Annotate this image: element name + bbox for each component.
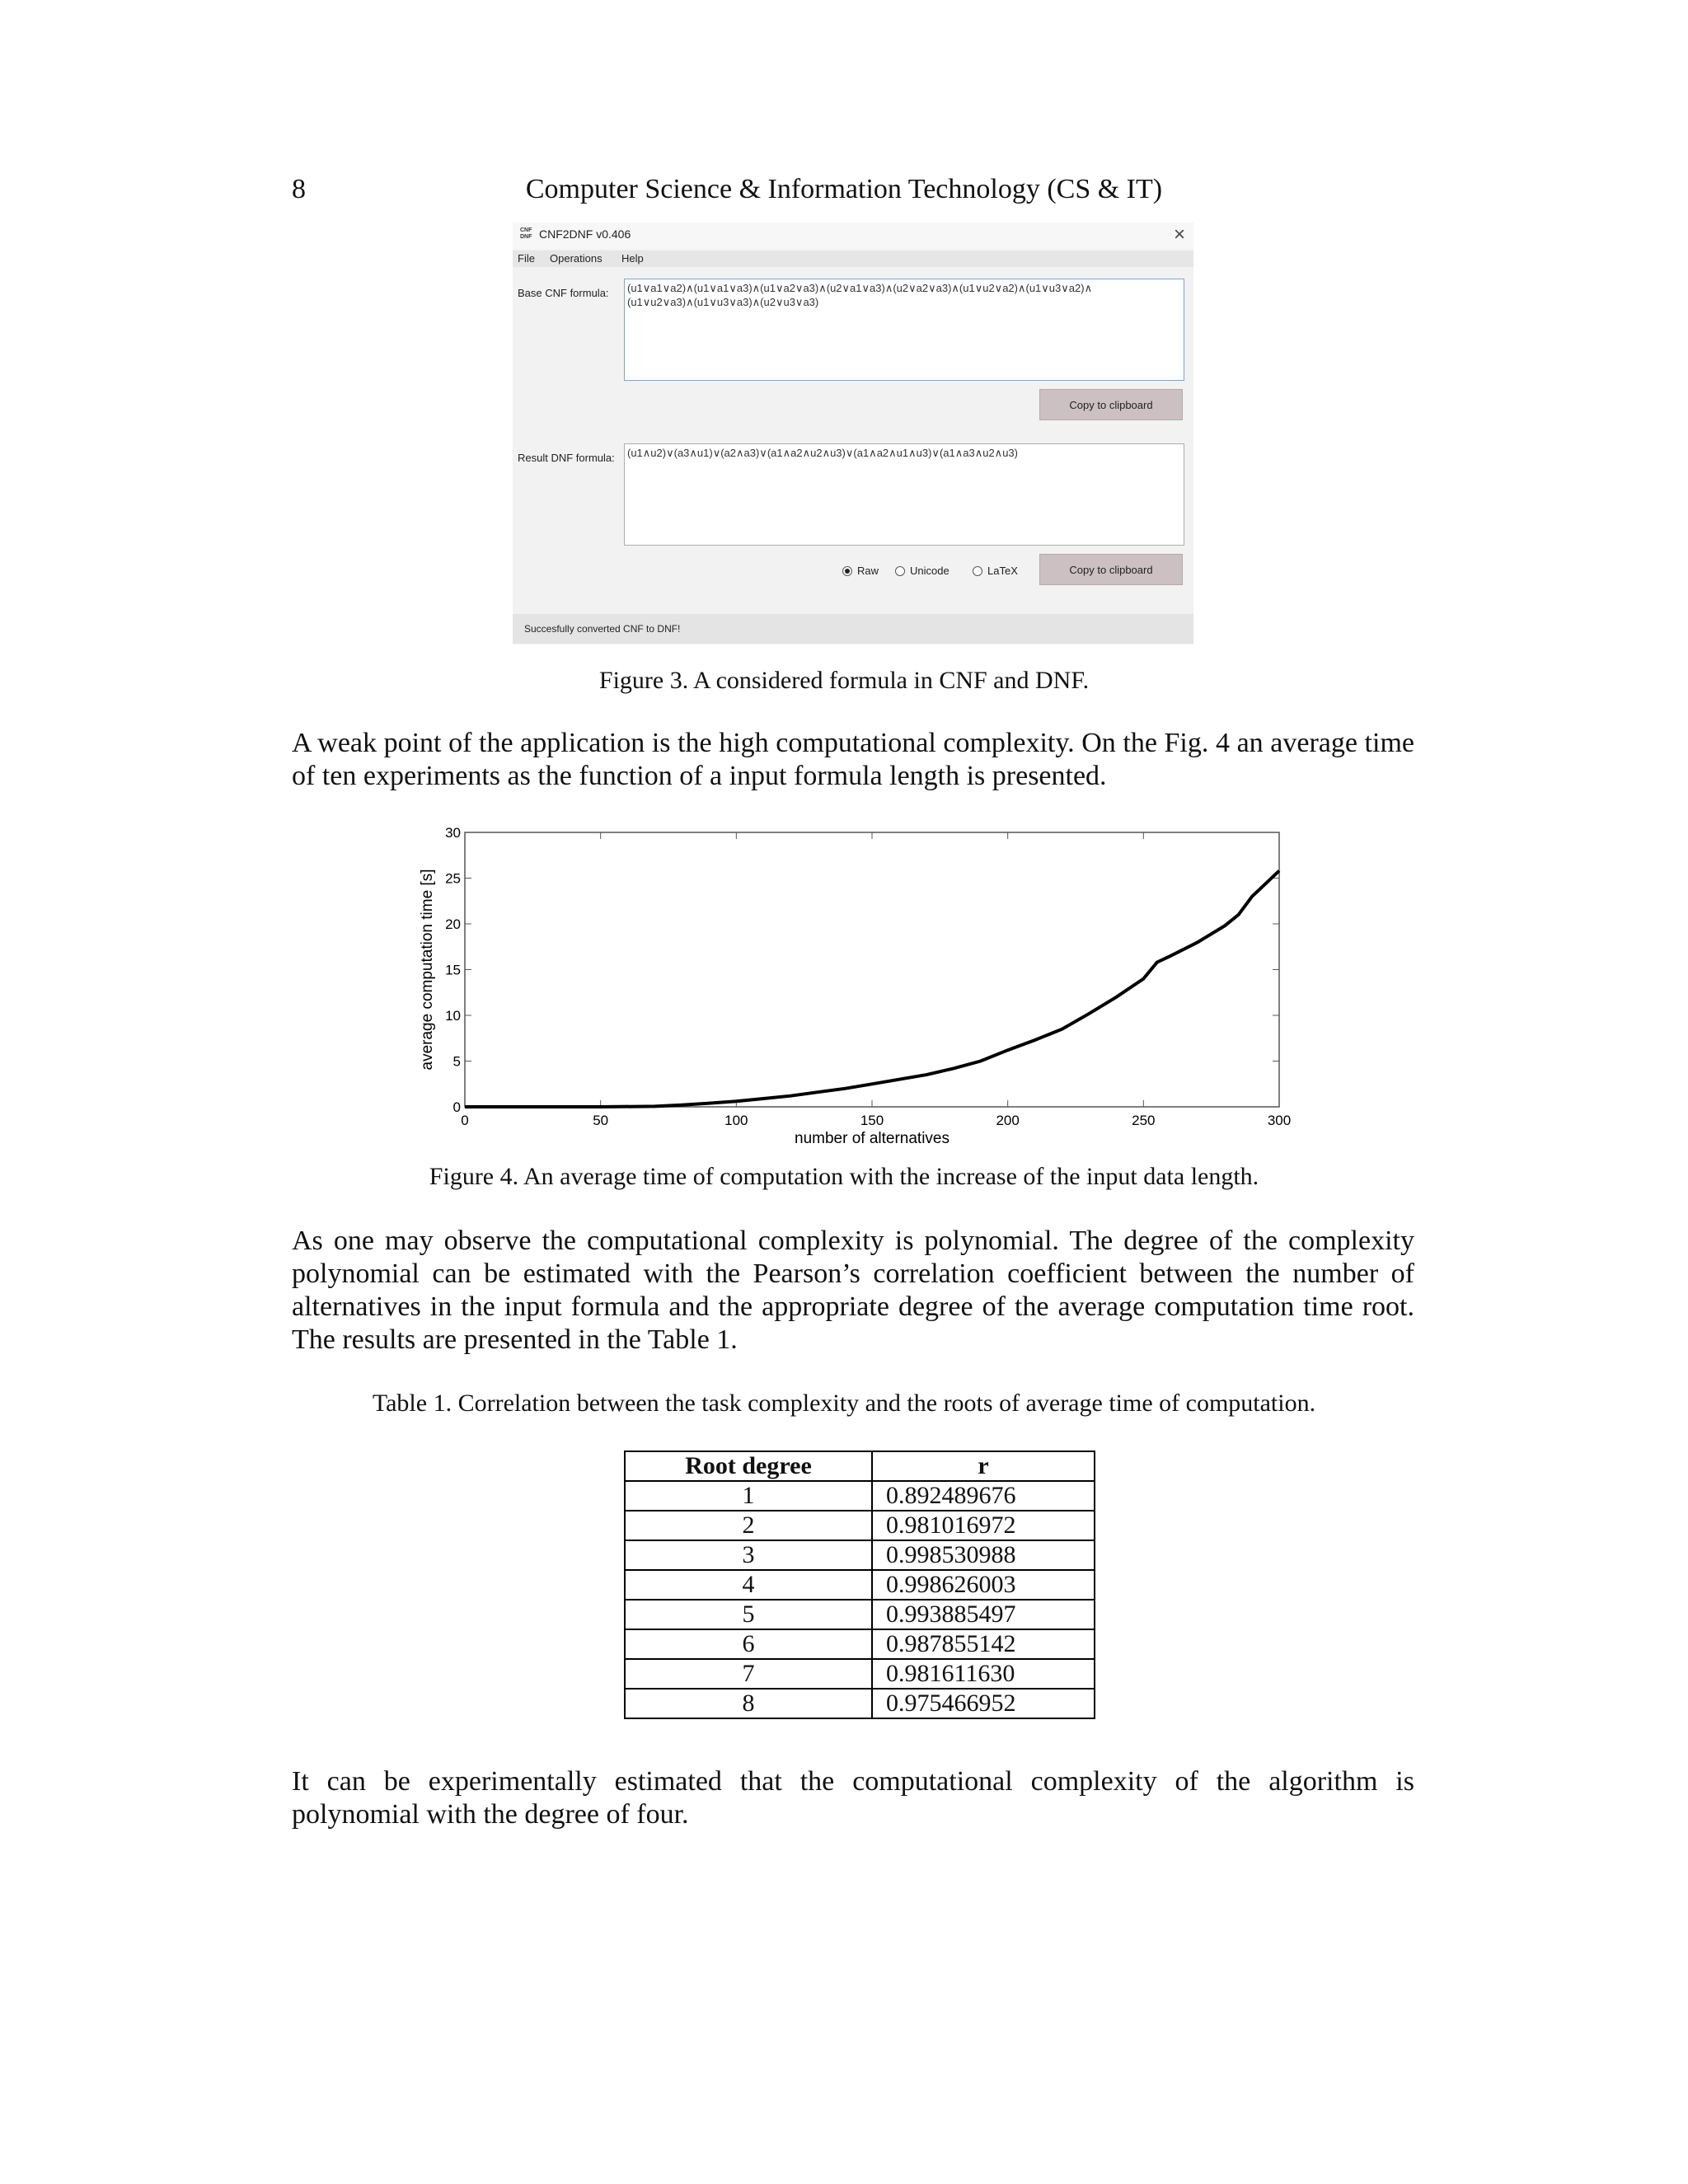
menu-file[interactable]: File bbox=[518, 252, 535, 265]
running-title: Computer Science & Information Technology (CS & IT) bbox=[525, 174, 1163, 204]
title-bar bbox=[513, 223, 1193, 249]
format-radio-latex[interactable] bbox=[973, 565, 1018, 577]
table-row bbox=[625, 1689, 1095, 1718]
result-dnf-label: Result DNF formula: bbox=[518, 452, 615, 464]
y-tick-label: 30 bbox=[445, 825, 461, 841]
x-axis-label: number of alternatives bbox=[795, 1130, 950, 1147]
base-cnf-field[interactable] bbox=[624, 279, 1184, 381]
close-icon[interactable]: × bbox=[1173, 223, 1185, 246]
menu-operations[interactable]: Operations bbox=[550, 252, 603, 265]
y-tick-label: 10 bbox=[445, 1008, 461, 1024]
result-dnf-field[interactable] bbox=[624, 443, 1184, 546]
table-row bbox=[625, 1481, 1095, 1511]
status-bar bbox=[513, 614, 1193, 644]
r-value-cell: 0.892489676 bbox=[872, 1481, 1095, 1511]
copy-dnf-button[interactable]: Copy to clipboard bbox=[1039, 554, 1183, 585]
table-row bbox=[625, 1540, 1095, 1570]
paragraph-2: As one may observe the computational complexity is polynomial. The degree of the complexity polynomial can be estimated with the Pearson’s correlation coefficient between the number of alternatives in the input formula and the appropriate degree of the average computation time root. The results are presented in the Table 1. bbox=[292, 1226, 1414, 1355]
paragraph-1: A weak point of the application is the high computational complexity. On the Fig. 4 an average time of ten experiments as the function of a input formula length is presented. bbox=[292, 728, 1414, 791]
window-title: CNF2DNF v0.406 bbox=[539, 227, 631, 241]
r-value-cell: 0.981611630 bbox=[872, 1659, 1095, 1689]
y-tick-label: 20 bbox=[445, 916, 461, 932]
format-radio-unicode[interactable] bbox=[895, 565, 950, 577]
computation-time-chart bbox=[412, 820, 1319, 1150]
menu-bar bbox=[513, 251, 1193, 267]
root-degree-cell: 6 bbox=[625, 1629, 872, 1659]
column-header-r: r bbox=[872, 1451, 1095, 1481]
series-line bbox=[465, 871, 1279, 1107]
x-tick-label: 150 bbox=[860, 1113, 884, 1128]
r-value-cell: 0.998530988 bbox=[872, 1540, 1095, 1570]
result-dnf-value: (u1∧u2)∨(a3∧u1)∨(a2∧a3)∨(a1∧a2∧u2∧u3)∨(a1∧a2∧u1∧u3)∨(a1∧a3∧u2∧u3) bbox=[627, 447, 1018, 459]
page-number: 8 bbox=[292, 174, 306, 204]
x-tick-label: 250 bbox=[1132, 1113, 1156, 1128]
r-value-cell: 0.981016972 bbox=[872, 1511, 1095, 1540]
base-cnf-line-2: (u1∨u2∨a3)∧(u1∨u3∨a3)∧(u2∨u3∨a3) bbox=[627, 296, 819, 308]
format-radio-raw[interactable] bbox=[842, 565, 879, 577]
root-degree-cell: 7 bbox=[625, 1659, 872, 1689]
x-tick-label: 300 bbox=[1267, 1113, 1292, 1128]
y-tick-label: 25 bbox=[445, 870, 461, 887]
x-tick-label: 200 bbox=[996, 1113, 1020, 1128]
table-row bbox=[625, 1600, 1095, 1629]
cnf2dnf-app-window bbox=[513, 223, 1193, 644]
format-latex-label: LaTeX bbox=[987, 565, 1018, 577]
figure-4-caption: Figure 4. An average time of computation with the increase of the input data length. bbox=[429, 1163, 1259, 1190]
table-1-caption: Table 1. Correlation between the task complexity and the roots of average time of computation. bbox=[372, 1390, 1316, 1417]
figure-3-caption: Figure 3. A considered formula in CNF and DNF. bbox=[598, 667, 1090, 694]
x-tick-label: 100 bbox=[724, 1113, 748, 1128]
base-cnf-line-1: (u1∨a1∨a2)∧(u1∨a1∨a3)∧(u1∨a2∨a3)∧(u2∨a1∨a3)∧(u2∨a2∨a3)∧(u1∨u2∨a2)∧(u1∨u3∨a2)∧ bbox=[627, 282, 1093, 294]
root-degree-cell: 3 bbox=[625, 1540, 872, 1570]
y-tick-label: 0 bbox=[452, 1099, 461, 1115]
table-header-row bbox=[625, 1451, 1095, 1481]
root-degree-cell: 8 bbox=[625, 1689, 872, 1718]
y-tick-label: 15 bbox=[445, 962, 461, 978]
radio-empty-icon bbox=[895, 566, 905, 576]
r-value-cell: 0.987855142 bbox=[872, 1629, 1095, 1659]
root-degree-cell: 2 bbox=[625, 1511, 872, 1540]
menu-help[interactable]: Help bbox=[621, 252, 644, 265]
root-degree-cell: 5 bbox=[625, 1600, 872, 1629]
table-row bbox=[625, 1659, 1095, 1689]
correlation-table bbox=[624, 1451, 1095, 1719]
y-tick-label: 5 bbox=[452, 1053, 461, 1070]
format-raw-label: Raw bbox=[857, 565, 879, 577]
root-degree-cell: 4 bbox=[625, 1570, 872, 1600]
paragraph-3: It can be experimentally estimated that the computational complexity of the algorithm is polynomial with the degree of four. bbox=[292, 1766, 1414, 1830]
base-cnf-label: Base CNF formula: bbox=[518, 287, 609, 299]
radio-empty-icon bbox=[973, 566, 982, 576]
r-value-cell: 0.975466952 bbox=[872, 1689, 1095, 1718]
radio-selected-icon bbox=[842, 566, 852, 576]
x-tick-label: 50 bbox=[593, 1113, 609, 1128]
plot-frame bbox=[465, 832, 1279, 1107]
y-axis-label: average computation time [s] bbox=[419, 869, 436, 1071]
root-degree-cell: 1 bbox=[625, 1481, 872, 1511]
x-tick-label: 0 bbox=[461, 1113, 469, 1128]
copy-cnf-button[interactable]: Copy to clipboard bbox=[1039, 389, 1183, 420]
column-header-root-degree: Root degree bbox=[625, 1451, 872, 1481]
r-value-cell: 0.998626003 bbox=[872, 1570, 1095, 1600]
table-row bbox=[625, 1629, 1095, 1659]
table-row bbox=[625, 1511, 1095, 1540]
r-value-cell: 0.993885497 bbox=[872, 1600, 1095, 1629]
table-row bbox=[625, 1570, 1095, 1600]
format-unicode-label: Unicode bbox=[910, 565, 950, 577]
app-logo-icon: CNF DNF bbox=[520, 227, 532, 240]
status-text: Succesfully converted CNF to DNF! bbox=[524, 623, 681, 635]
